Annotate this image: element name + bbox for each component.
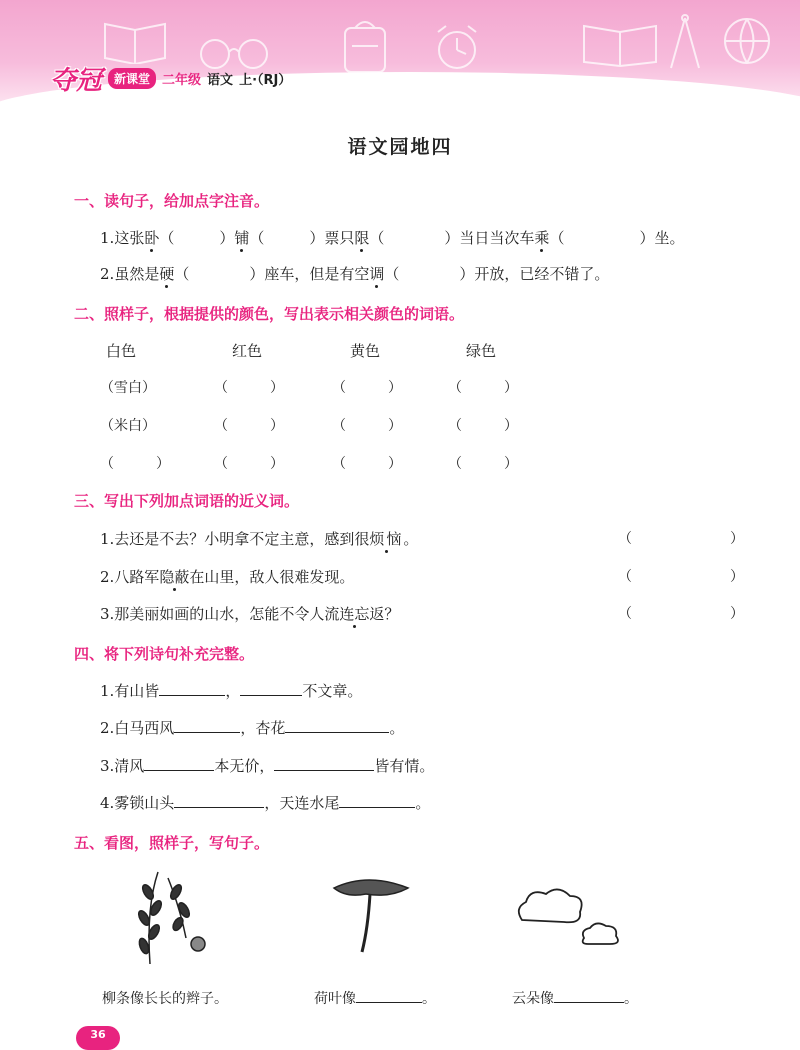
page-number: 36 — [76, 1026, 120, 1050]
answer-blank[interactable]: （ ）票只 — [249, 229, 355, 247]
text: 在山里，敌人很难发现。 — [189, 568, 355, 586]
text: 。 — [403, 530, 419, 548]
fill-blank[interactable] — [339, 793, 415, 808]
text: 2.八路军 — [100, 568, 160, 586]
fill-blank[interactable] — [174, 793, 264, 808]
dotted-word: 隐蔽 — [159, 568, 190, 586]
brand — [50, 60, 291, 96]
answer-paren[interactable]: （ ） — [100, 456, 170, 472]
dotted-char: 硬 — [159, 265, 175, 283]
answer-blank[interactable]: （ ）当日当次车 — [369, 229, 535, 247]
answer-paren[interactable]: （ ） — [214, 456, 284, 472]
caption-willow: 柳条像长长的辫子。 — [102, 991, 228, 1007]
lotus-leaf-icon — [334, 880, 408, 952]
text: 虽然是 — [114, 265, 160, 283]
color-red: 红色 — [232, 342, 263, 360]
example-mibai: （米白） — [100, 418, 156, 434]
dotted-char: 铺 — [234, 229, 250, 247]
text: 3.那美丽如画的山水，怎能不令人 — [100, 605, 325, 623]
dotted-word: 流连忘返 — [324, 605, 385, 623]
answer-paren[interactable]: （ ） — [332, 456, 402, 472]
text: 1.去还是不去？小明拿不定主意，感到很 — [100, 530, 370, 548]
section-5-heading: 五、看图，照样子，写句子。 — [74, 834, 270, 852]
fill-blank[interactable] — [274, 756, 374, 771]
answer-paren[interactable]: （ ） — [214, 418, 284, 434]
s4-line-2: 2.白马西风 ，杏花 。 — [100, 719, 405, 737]
section-4-heading: 四、将下列诗句补充完整。 — [74, 645, 255, 663]
dotted-char: 限 — [354, 229, 370, 247]
answer-paren[interactable]: （ ） — [448, 380, 518, 396]
s4-line-4: 4.雾锁山头 ，天连水尾 。 — [100, 794, 431, 812]
fill-blank[interactable] — [554, 988, 624, 1003]
caption-lotus: 荷叶像 。 — [314, 988, 436, 1008]
color-green: 绿色 — [466, 342, 497, 360]
logo-sub: 新课堂 — [108, 68, 156, 89]
color-yellow: 黄色 — [350, 342, 381, 360]
edition-label: 上·（RJ） — [239, 72, 292, 88]
fill-blank[interactable] — [356, 988, 422, 1003]
dotted-word: 烦恼 — [369, 530, 404, 548]
s1-line-2 — [100, 263, 609, 284]
answer-paren[interactable]: （ ） — [618, 569, 744, 585]
answer-blank[interactable]: （ ）座车，但是有空 — [174, 265, 370, 283]
fill-blank[interactable] — [159, 681, 225, 696]
s4-line-3: 3.清风 本无价， 皆有情。 — [100, 757, 435, 775]
willow-icon — [137, 872, 205, 964]
answer-paren[interactable]: （ ） — [618, 606, 744, 622]
s3-item-2 — [100, 566, 354, 587]
answer-paren[interactable]: （ ） — [448, 456, 518, 472]
fill-blank[interactable] — [174, 718, 240, 733]
grade-label: 二年级 — [162, 72, 202, 88]
answer-paren[interactable]: （ ） — [618, 531, 744, 547]
illustrations — [98, 868, 628, 968]
item-number: 2. — [100, 265, 115, 283]
fill-blank[interactable] — [285, 718, 389, 733]
fill-blank[interactable] — [144, 756, 214, 771]
backpack-icon — [340, 16, 390, 76]
section-1-heading: 一、读句子，给加点字注音。 — [74, 192, 270, 210]
s3-item-3 — [100, 603, 399, 624]
dotted-char: 调 — [369, 265, 385, 283]
answer-paren[interactable]: （ ） — [332, 380, 402, 396]
section-3-heading: 三、写出下列加点词语的近义词。 — [74, 492, 300, 510]
text: ？ — [384, 605, 400, 623]
fill-blank[interactable] — [240, 681, 302, 696]
dotted-char: 乘 — [534, 229, 550, 247]
section-2-heading: 二、照样子，根据提供的颜色，写出表示相关颜色的词语。 — [74, 305, 465, 323]
answer-paren[interactable]: （ ） — [332, 418, 402, 434]
alarm-clock-icon — [430, 20, 484, 74]
compass-icon — [665, 12, 705, 72]
color-white: 白色 — [106, 342, 137, 360]
header-banner — [0, 0, 800, 104]
answer-paren[interactable]: （ ） — [448, 418, 518, 434]
caption-cloud: 云朵像 。 — [512, 988, 638, 1008]
dotted-char: 卧 — [144, 229, 160, 247]
globe-icon — [720, 14, 774, 68]
open-book-icon — [580, 18, 660, 68]
answer-blank[interactable]: （ ） — [159, 229, 235, 247]
cloud-icon — [519, 889, 618, 944]
s1-line-1 — [100, 227, 684, 248]
logo: 夺冠 — [50, 65, 103, 96]
s4-line-1: 1.有山皆 ， 不文章。 — [100, 682, 363, 700]
item-number: 1. — [100, 229, 115, 247]
subject-label: 语文 — [207, 72, 234, 88]
answer-blank[interactable]: （ ）开放，已经不错了。 — [384, 265, 610, 283]
answer-blank[interactable]: （ ）坐。 — [549, 229, 685, 247]
answer-paren[interactable]: （ ） — [214, 380, 284, 396]
example-xuebai: （雪白） — [100, 380, 156, 396]
text: 这张 — [114, 229, 145, 247]
s3-item-1 — [100, 528, 418, 549]
page-title: 语文园地四 — [347, 136, 453, 158]
book-icon — [100, 14, 170, 64]
